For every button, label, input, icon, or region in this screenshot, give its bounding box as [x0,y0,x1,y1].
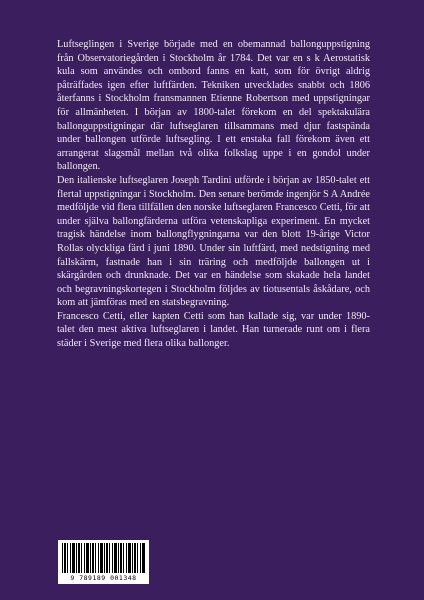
barcode-bars [62,543,145,573]
barcode-number: 9 789189 001348 [70,574,137,582]
isbn-barcode [58,540,149,584]
back-cover-text [57,38,370,351]
paragraph-tardini-andree: Den italienske luftseglaren Joseph Tardini utförde i början av 1850-talet ett flertal uppstigningar i Stockholm. Den senare berömde ingenjör S A Andrée medföljde vid flera tillfällen den norske luftseglaren Francesco Cetti, för att under själva ballongfärderna utföra vetenskapliga experiment. En mycket tragisk händelse inom ballongflygningarna var den blott 19-årige Victor Rollas olyckliga färd i juni 1890. Under sin luftfärd, med nedstigning med fallskärm, fastnade han i sin träring och medföljde ballongen ut i skärgården och drunknade. Det var en händelse som skakade hela landet och begravningskortegen i Stockholm följdes av tiotusentals åskådare, och kom att jämföras med en statsbegravning. [57,174,370,309]
paragraph-ballooning-history: Luftseglingen i Sverige började med en obemannad ballonguppstigning från Observatoriegården i Stockholm år 1784. Det var en s k Aerostatisk kula som användes och ombord fanns en katt, som för övrigt aldrig påträffades igen efter luftfärden. Tekniken utvecklades snabbt och 1806 återfanns i Stockholm fransmannen Etienne Robertson med uppstigningar för allmänheten. I början av 1800-talet förekom en del spektakulära ballonguppstigningar där luftseglaren tillsammans med djur fastspända under ballongen utförde luftsegling. I ett enstaka fall förekom även ett arrangerat slagsmål mellan två olika folkslag uppe i en gondol under ballongen. [57,39,370,173]
paragraph-cetti: Francesco Cetti, eller kapten Cetti som han kallade sig, var under 1890-talet den mest aktiva luftseglaren i landet. Han turnerade runt om i flera städer i Sverige med flera olika ballonger. [57,310,370,350]
